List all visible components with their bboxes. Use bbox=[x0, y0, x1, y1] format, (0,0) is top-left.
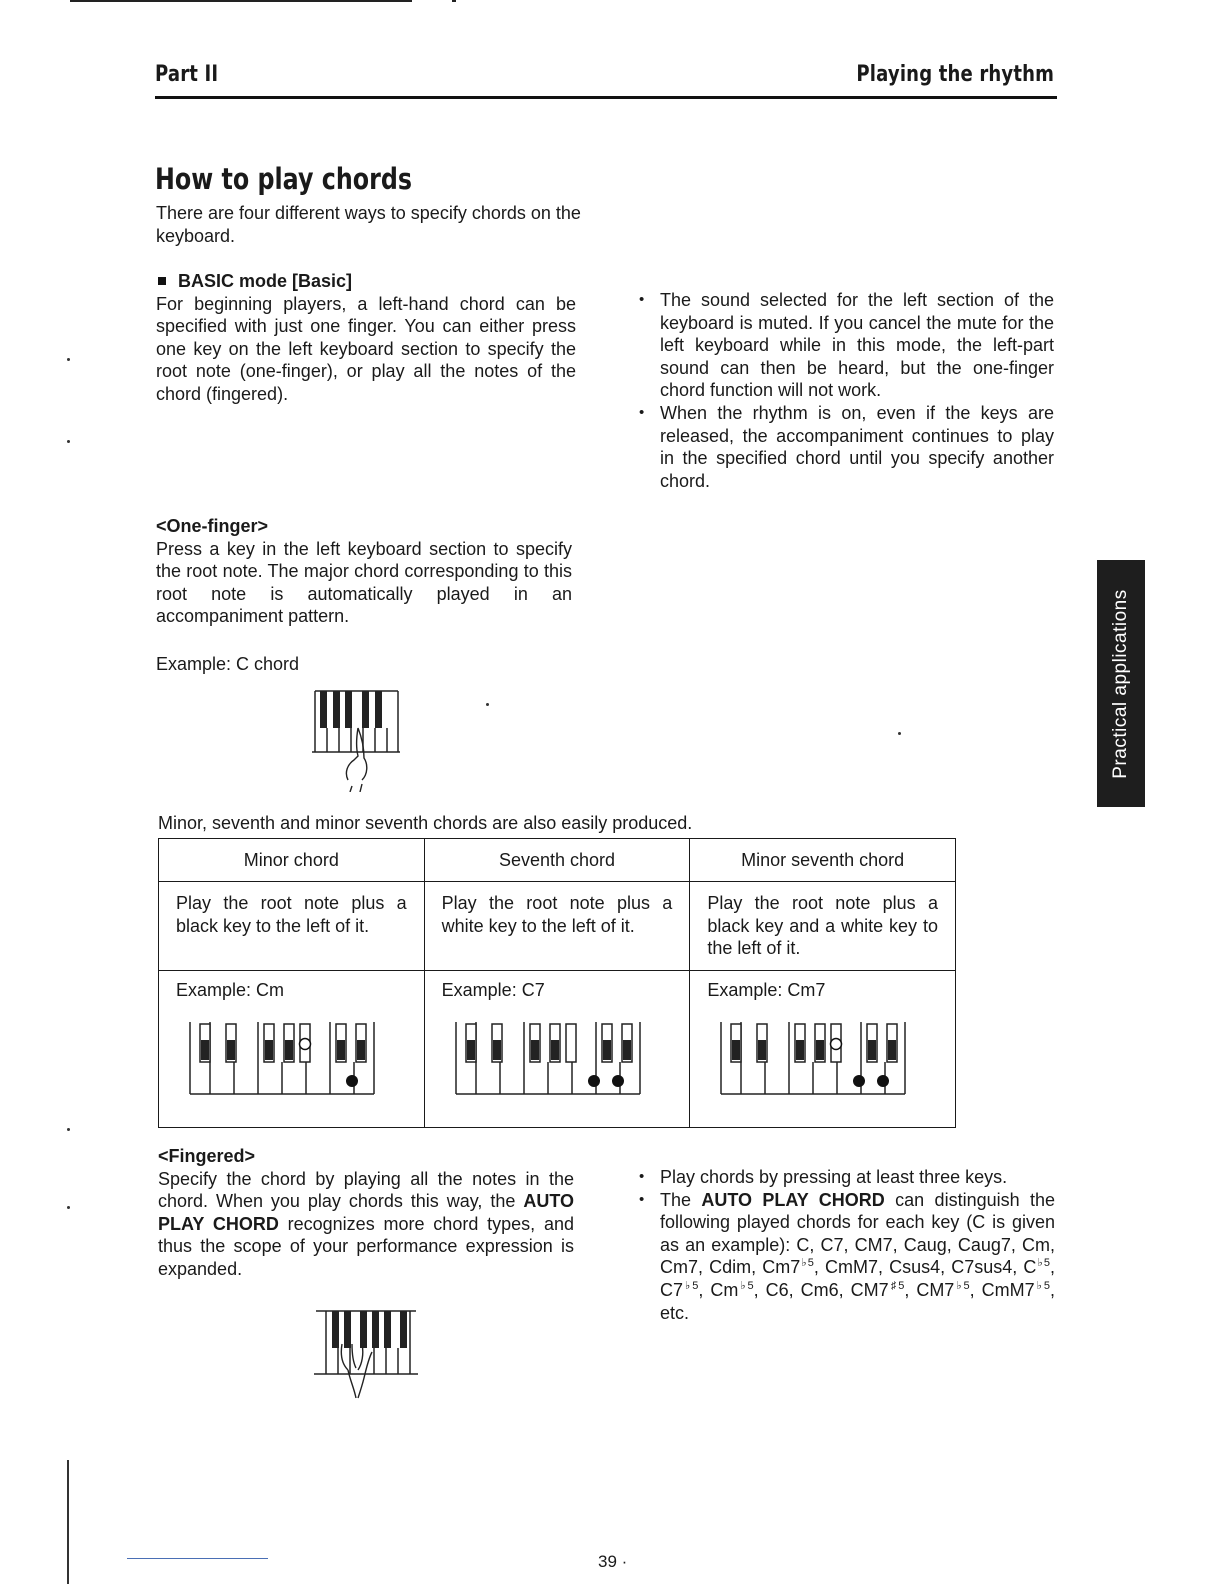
cm7-keyboard-diagram bbox=[707, 1020, 907, 1098]
fingered-body-text: recognizes more chord types, and thus the scope of your performance expression is expanded. bbox=[158, 1213, 574, 1279]
cm-keyboard-diagram bbox=[176, 1020, 376, 1098]
chord-name-cell: Seventh chord bbox=[424, 839, 690, 882]
side-tab-label: Practical applications bbox=[1110, 588, 1131, 779]
intro-text: There are four different ways to specify chords on the keyboard. bbox=[156, 203, 581, 246]
chord-superscript: ♭5 bbox=[954, 1279, 970, 1292]
fingered-body bbox=[158, 1168, 574, 1281]
scan-dot bbox=[486, 703, 489, 706]
note-text: , C7 bbox=[660, 1257, 1055, 1300]
basic-mode-body: For beginning players, a left-hand chord can be specified with just one finger. You can either press one key on the left keyboard section to specify the root note (one-finger), or play all the notes of the chord (fingered). bbox=[156, 293, 576, 404]
scan-dot bbox=[67, 358, 70, 361]
scan-dot bbox=[67, 440, 70, 443]
chord-superscript: ♭5 bbox=[683, 1279, 699, 1292]
one-finger-example-label: Example: C chord bbox=[156, 653, 300, 674]
basic-mode-notes bbox=[639, 289, 1054, 492]
header-rule bbox=[155, 96, 1057, 99]
page-title: How to play chords bbox=[155, 162, 413, 196]
pressed-black-key-marker bbox=[831, 1038, 842, 1049]
chord-name-cell: Minor seventh chord bbox=[690, 839, 956, 882]
page-number: 39 · bbox=[598, 1552, 628, 1571]
c7-keyboard-diagram bbox=[442, 1020, 642, 1098]
chord-superscript: ♭5 bbox=[1036, 1257, 1050, 1270]
chord-superscript: ♭5 bbox=[1034, 1279, 1050, 1292]
note-text: can distinguish the following played chords for each key (C is given as an example): C, C7, CM7, Caug, Caug7, Cm, Cm7, Cdim, Cm7 bbox=[660, 1189, 1055, 1278]
header-section: Playing the rhythm bbox=[856, 62, 1054, 87]
scan-dot bbox=[898, 732, 901, 735]
chord-example-cell bbox=[690, 971, 956, 1128]
chord-example-cell bbox=[424, 971, 690, 1128]
footer-line bbox=[127, 1558, 268, 1559]
fingered-note: • Play chords by pressing at least three keys. bbox=[639, 1166, 1055, 1189]
chord-example-label: Example: Cm bbox=[176, 980, 285, 1000]
one-finger-section bbox=[156, 515, 572, 676]
pressed-key-marker bbox=[612, 1075, 624, 1087]
pressed-key-marker bbox=[588, 1075, 600, 1087]
one-finger-keyboard-illustration bbox=[312, 688, 402, 792]
header-part: Part II bbox=[155, 62, 219, 87]
scan-dot bbox=[67, 1128, 70, 1131]
margin-rule bbox=[67, 1460, 69, 1584]
pressed-key-marker bbox=[853, 1075, 865, 1087]
basic-mode-heading-text: BASIC mode [Basic] bbox=[178, 271, 353, 291]
chord-table-description-row bbox=[159, 882, 956, 971]
note-text: , CmM7, Csus4, C7sus4, C bbox=[813, 1257, 1037, 1278]
chord-table-intro: Minor, seventh and minor seventh chords are also easily produced. bbox=[158, 813, 693, 833]
chord-name-cell: Minor chord bbox=[159, 839, 425, 882]
one-finger-body: Press a key in the left keyboard section to specify the root note. The major chord corresponding to this root note is automatically played in an accompaniment pattern. bbox=[156, 538, 572, 627]
note-text: , CM7 bbox=[904, 1279, 955, 1300]
square-bullet-icon bbox=[158, 277, 166, 285]
fingered-keyboard-illustration bbox=[312, 1308, 422, 1400]
basic-note: • When the rhythm is on, even if the keys are released, the accompaniment continues to play in the specified chord until you specify another chord. bbox=[639, 402, 1054, 492]
pressed-key-marker bbox=[877, 1075, 889, 1087]
chord-desc-cell: Play the root note plus a white key to the left of it. bbox=[424, 882, 690, 971]
basic-mode-section bbox=[156, 270, 576, 406]
note-text: , Cm bbox=[698, 1279, 739, 1300]
page-number-text: 39 bbox=[598, 1552, 617, 1571]
chord-superscript: ♯5 bbox=[888, 1279, 905, 1292]
chord-table-header-row bbox=[159, 839, 956, 882]
top-rule bbox=[70, 0, 412, 2]
chord-example-cell bbox=[159, 971, 425, 1128]
fingered-body-text: Specify the chord by playing all the notes in the chord. When you play chords this way, the bbox=[158, 1168, 574, 1212]
pressed-black-key-marker bbox=[300, 1038, 311, 1049]
fingered-heading: <Fingered> bbox=[158, 1146, 256, 1166]
chord-table bbox=[158, 838, 956, 1128]
note-text: , C6, Cm6, CM7 bbox=[753, 1279, 889, 1300]
note-text: The bbox=[660, 1189, 702, 1210]
chord-desc-cell: Play the root note plus a black key and a white key to the left of it. bbox=[690, 882, 956, 971]
fingered-note bbox=[639, 1189, 1055, 1325]
chord-superscript: ♭5 bbox=[800, 1257, 814, 1270]
one-finger-heading: <One-finger> bbox=[156, 516, 269, 536]
chord-superscript: ♭5 bbox=[738, 1279, 754, 1292]
fingered-notes bbox=[639, 1166, 1055, 1324]
note-text: , etc. bbox=[660, 1279, 1055, 1323]
auto-play-chord-term: AUTO PLAY CHORD bbox=[701, 1189, 885, 1210]
fingered-section bbox=[158, 1145, 574, 1281]
scan-dot bbox=[67, 1206, 70, 1209]
auto-play-chord-term: AUTO PLAY CHORD bbox=[158, 1191, 574, 1234]
chord-desc-cell: Play the root note plus a black key to the left of it. bbox=[159, 882, 425, 971]
side-tab bbox=[1097, 560, 1145, 807]
chord-table-example-row bbox=[159, 971, 956, 1128]
chord-example-label: Example: Cm7 bbox=[707, 980, 826, 1000]
chord-example-label: Example: C7 bbox=[441, 980, 545, 1000]
pressed-key-marker bbox=[346, 1075, 358, 1087]
top-rule-mark bbox=[452, 0, 456, 2]
basic-mode-heading bbox=[156, 270, 576, 293]
basic-note: • The sound selected for the left section of the keyboard is muted. If you cancel the mute for the left keyboard while in this mode, the left-part sound can then be heard, but the one-finger chord function will not work. bbox=[639, 289, 1054, 402]
note-text: , CmM7 bbox=[969, 1279, 1035, 1300]
